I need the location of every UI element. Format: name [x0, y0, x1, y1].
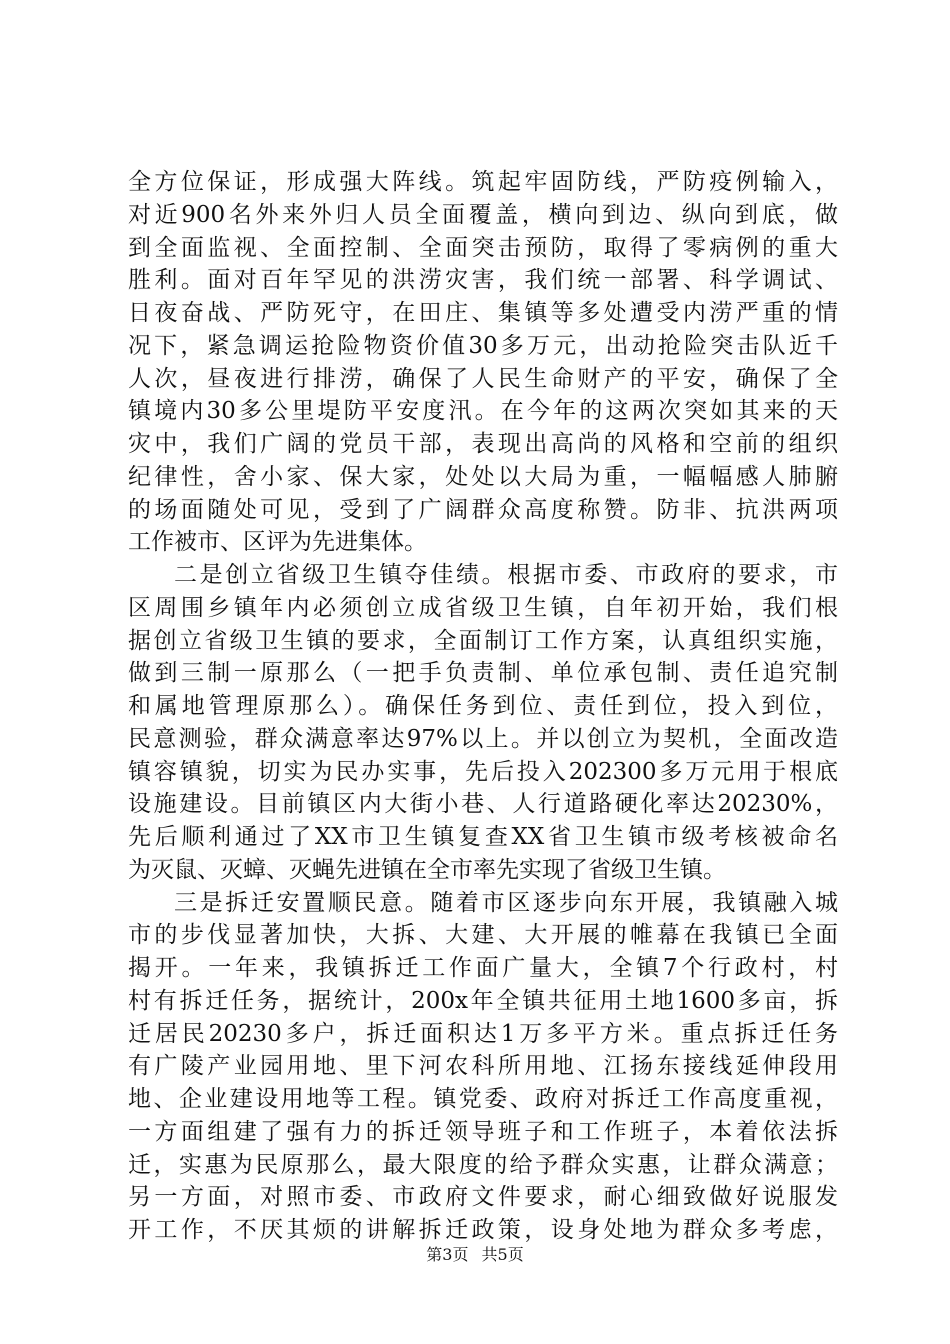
page-footer	[0, 1242, 950, 1265]
page-total: 共5页	[481, 1245, 524, 1264]
text-line: 胜利。面对百年罕见的洪涝灾害，我们统一部署、科学调试、	[128, 267, 838, 294]
text-line: 镇境内30多公里堤防平安度汛。在今年的这两次突如其来的天	[128, 398, 838, 425]
text-line: 区周围乡镇年内必须创立成省级卫生镇，自年初开始，我们根	[128, 594, 838, 621]
text-line: 另一方面，对照市委、市政府文件要求，耐心细致做好说服发	[128, 1184, 838, 1211]
text-line: 市的步伐显著加快，大拆、大建、大开展的帷幕在我镇已全面	[128, 922, 838, 949]
text-line: 镇容镇貌，切实为民办实事，先后投入202300多万元用于根底	[128, 758, 838, 785]
text-line: 开工作，不厌其烦的讲解拆迁政策，设身处地为群众多考虑，	[128, 1217, 838, 1243]
text-line: 迁居民20230多户，拆迁面积达1万多平方米。重点拆迁任务	[128, 1020, 838, 1047]
text-line: 有广陵产业园用地、里下河农科所用地、江扬东接线延伸段用	[128, 1053, 838, 1080]
paragraph-start-line: 二是创立省级卫生镇夺佳绩。根据市委、市政府的要求，市	[174, 562, 838, 588]
text-line: 对近900名外来外归人员全面覆盖，横向到边、纵向到底，做	[128, 201, 838, 228]
text-line: 民意测验，群众满意率达97%以上。并以创立为契机，全面改造	[128, 725, 838, 752]
text-line: 纪律性，舍小家、保大家，处处以大局为重，一幅幅感人肺腑	[128, 463, 838, 490]
text-line: 工作被市、区评为先进集体。	[128, 529, 427, 556]
text-line: 况下，紧急调运抢险物资价值30多万元，出动抢险突击队近千	[128, 332, 838, 359]
text-line: 日夜奋战、严防死守，在田庄、集镇等多处遭受内涝严重的情	[128, 300, 838, 326]
page-number: 第3页	[426, 1245, 469, 1264]
text-line: 设施建设。目前镇区内大街小巷、人行道路硬化率达20230%，	[128, 791, 838, 818]
text-line: 村有拆迁任务，据统计，200x年全镇共征用土地1600多亩，拆	[128, 987, 838, 1014]
text-line: 揭开。一年来，我镇拆迁工作面广量大，全镇7个行政村，村	[128, 955, 838, 981]
text-line: 人次，昼夜进行排涝，确保了人民生命财产的平安，确保了全	[128, 365, 838, 392]
document-body	[128, 166, 838, 1247]
text-line: 迁，实惠为民原那么，最大限度的给予群众实惠，让群众满意；	[128, 1151, 838, 1178]
text-line: 的场面随处可见，受到了广阔群众高度称赞。防非、抗洪两项	[128, 496, 838, 523]
text-line: 为灭鼠、灭蟑、灭蝇先进镇在全市率先实现了省级卫生镇。	[128, 856, 726, 883]
text-line: 做到三制一原那么（一把手负责制、单位承包制、责任追究制	[128, 660, 838, 687]
text-line: 全方位保证，形成强大阵线。筑起牢固防线，严防疫例输入，	[128, 169, 838, 195]
text-line: 一方面组建了强有力的拆迁领导班子和工作班子，本着依法拆	[128, 1118, 838, 1145]
text-line: 先后顺利通过了XX市卫生镇复查XX省卫生镇市级考核被命名	[128, 824, 838, 850]
paragraph-start-line: 三是拆迁安置顺民意。随着市区逐步向东开展，我镇融入城	[174, 889, 838, 916]
text-line: 到全面监视、全面控制、全面突击预防，取得了零病例的重大	[128, 234, 838, 261]
text-line: 和属地管理原那么）。确保任务到位、责任到位，投入到位，	[128, 693, 838, 719]
text-line: 据创立省级卫生镇的要求，全面制订工作方案，认真组织实施，	[128, 627, 838, 654]
text-line: 灾中，我们广阔的党员干部，表现出高尚的风格和空前的组织	[128, 431, 838, 457]
text-line: 地、企业建设用地等工程。镇党委、政府对拆迁工作高度重视，	[128, 1086, 838, 1112]
